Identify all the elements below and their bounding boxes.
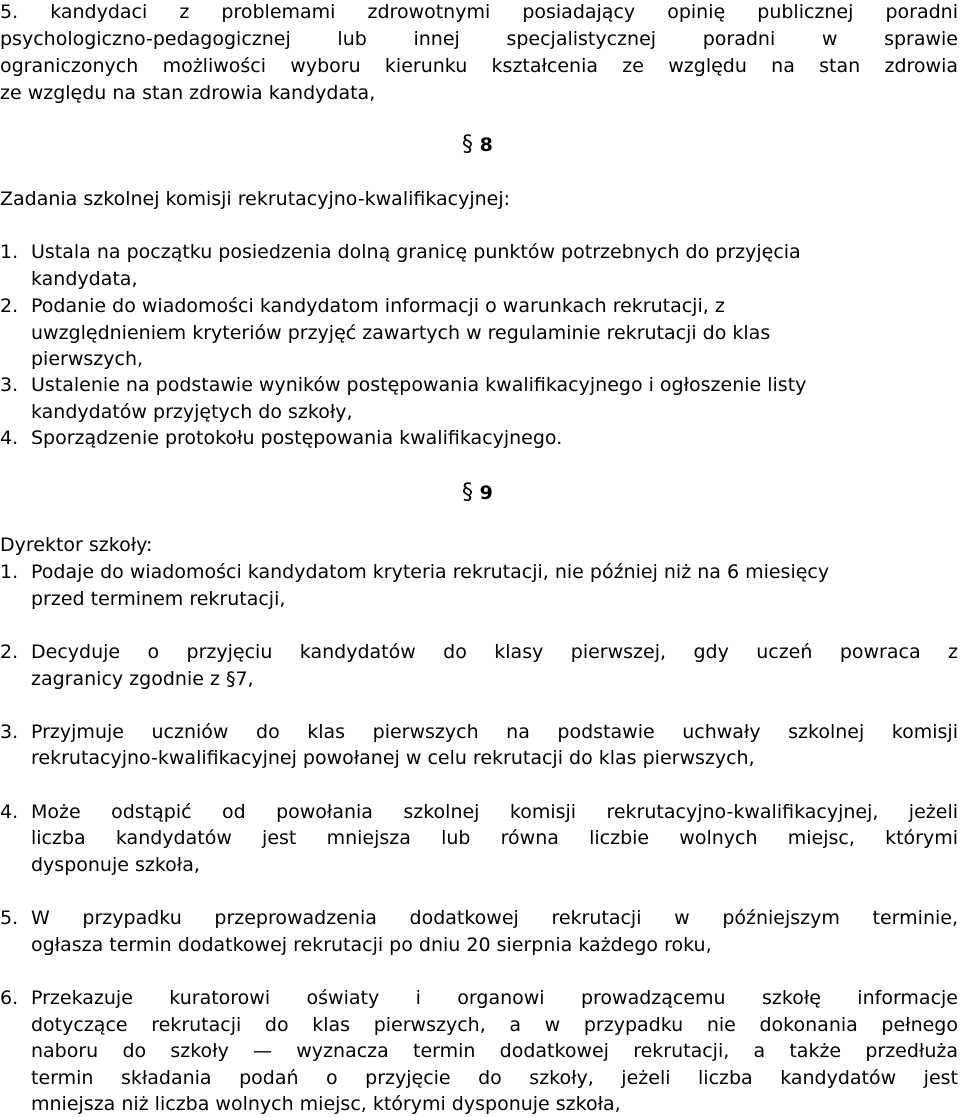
s9-item-5-line-2: ogłasza termin dodatkowej rekrutacji po dniu 20 sierpnia każdego roku, bbox=[31, 934, 712, 956]
s9-item-1-line-2: przed terminem rekrutacji, bbox=[31, 588, 286, 610]
s9-item-4-line-1: Może odstąpić od powołania szkolnej komisji rekrutacyjno-kwalifikacyjnej, jeżeli bbox=[31, 801, 958, 823]
s9-item-2-line-1: Decyduje o przyjęciu kandydatów do klasy pierwszej, gdy uczeń powraca z bbox=[31, 641, 958, 663]
s9-item-2-number: 2. bbox=[0, 641, 19, 663]
section-9-heading: Dyrektor szkoły: bbox=[0, 534, 153, 556]
s8-item-1-number: 1. bbox=[0, 241, 19, 263]
section-8-heading: Zadania szkolnej komisji rekrutacyjno-kwalifikacyjnej: bbox=[0, 188, 511, 210]
section-9-heading-number bbox=[462, 481, 493, 505]
s9-item-4-line-3: dysponuje szkoła, bbox=[31, 854, 200, 876]
section-9-number: 9 bbox=[479, 482, 493, 504]
s8-item-2-number: 2. bbox=[0, 295, 19, 317]
s9-item-1-line-1: Podaje do wiadomości kandydatom kryteria rekrutacji, nie później niż na 6 miesięcy bbox=[31, 561, 830, 583]
s8-item-1-line-2: kandydata, bbox=[31, 268, 138, 290]
s9-item-6-number: 6. bbox=[0, 987, 19, 1009]
s9-item-4-number: 4. bbox=[0, 801, 19, 823]
s9-item-3-line-1: Przyjmuje uczniów do klas pierwszych na podstawie uchwały szkolnej komisji bbox=[31, 721, 958, 743]
s8-item-2-line-3: pierwszych, bbox=[31, 348, 144, 370]
s8-item-1-line-1: Ustala na początku posiedzenia dolną granicę punktów potrzebnych do przyjęcia bbox=[31, 241, 801, 263]
paragraph-sign: § bbox=[462, 480, 473, 505]
s8-item-4-line-1: Sporządzenie protokołu postępowania kwalifikacyjnego. bbox=[31, 427, 563, 449]
paragraph-sign: § bbox=[462, 132, 473, 157]
section-8-heading-number bbox=[462, 133, 493, 157]
s8-item-3-number: 3. bbox=[0, 374, 19, 396]
s9-item-3-number: 3. bbox=[0, 721, 19, 743]
s9-item-1-number: 1. bbox=[0, 561, 19, 583]
item5-line-2: psychologiczno-pedagogicznej lub innej specjalistycznej poradni w sprawie bbox=[0, 28, 958, 50]
s9-item-6-line-2: dotyczące rekrutacji do klas pierwszych, a w przypadku nie dokonania pełnego bbox=[31, 1014, 958, 1036]
s8-item-3-line-2: kandydatów przyjętych do szkoły, bbox=[31, 401, 353, 423]
item5-line-1: 5. kandydaci z problemami zdrowotnymi posiadający opinię publicznej poradni bbox=[0, 1, 958, 23]
s9-item-6-line-4: termin składania podań o przyjęcie do szkoły, jeżeli liczba kandydatów jest bbox=[31, 1067, 958, 1089]
s8-item-3-line-1: Ustalenie na podstawie wyników postępowania kwalifikacyjnego i ogłoszenie listy bbox=[31, 374, 807, 396]
section-8-number: 8 bbox=[479, 134, 493, 156]
s8-item-2-line-2: uwzględnieniem kryteriów przyjęć zawartych w regulaminie rekrutacji do klas bbox=[31, 322, 771, 344]
s9-item-3-line-2: rekrutacyjno-kwalifikacyjnej powołanej w celu rekrutacji do klas pierwszych, bbox=[31, 747, 755, 769]
s8-item-2-line-1: Podanie do wiadomości kandydatom informacji o warunkach rekrutacji, z bbox=[31, 295, 725, 317]
s9-item-5-number: 5. bbox=[0, 907, 19, 929]
s9-item-5-line-1: W przypadku przeprowadzenia dodatkowej rekrutacji w późniejszym terminie, bbox=[31, 907, 958, 929]
s9-item-6-line-5: mniejsza niż liczba wolnych miejsc, którymi dysponuje szkoła, bbox=[31, 1093, 621, 1115]
item5-line-3: ograniczonych możliwości wyboru kierunku kształcenia ze względu na stan zdrowia bbox=[0, 55, 958, 77]
s8-item-4-number: 4. bbox=[0, 427, 19, 449]
item5-line-4: ze względu na stan zdrowia kandydata, bbox=[0, 82, 376, 104]
s9-item-2-line-2: zagranicy zgodnie z §7, bbox=[31, 668, 254, 690]
s9-item-6-line-1: Przekazuje kuratorowi oświaty i organowi prowadzącemu szkołę informacje bbox=[31, 987, 958, 1009]
s9-item-6-line-3: naboru do szkoły — wyznacza termin dodatkowej rekrutacji, a także przedłuża bbox=[31, 1040, 958, 1062]
s9-item-4-line-2: liczba kandydatów jest mniejsza lub równa liczbie wolnych miejsc, którymi bbox=[31, 827, 958, 849]
